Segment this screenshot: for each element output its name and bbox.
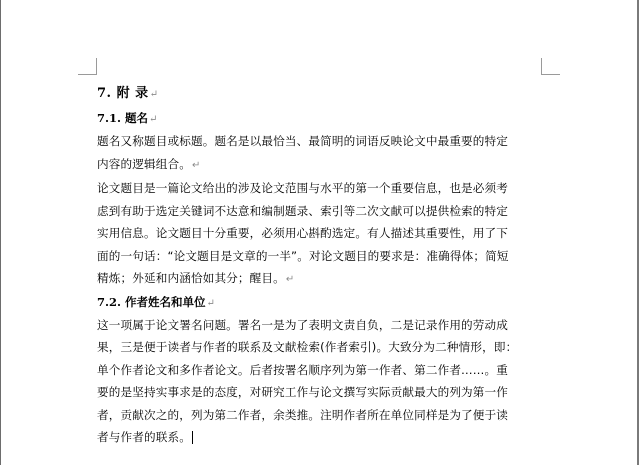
text-line: 者与作者的联系。 [97,430,191,444]
window-left-edge [0,0,1,465]
text-line: 实用信息。论文题目十分重要，必须用心斟酌选定。有人描述其重要性，用了下 [97,226,509,240]
paragraph [97,177,543,292]
text-line: 这一项属于论文署名问题。署名一是为了表明文责自负，二是记录作用的劳动成 [97,317,509,332]
text-line: 面的一句话：“论文题目是文章的一半”。对论文题目的要求是：准确得体；简短 [97,248,509,263]
paragraph-mark-icon: ↵ [285,274,295,285]
text-line: 精炼；外延和内涵恰如其分；醒目。↵ [97,271,295,285]
paragraph-mark-icon: ↵ [149,114,158,125]
paragraph [97,314,543,449]
text-line: 要的是坚持实事求是的态度，对研究工作与论文撰写实际贡献最大的列为第一作 [97,385,509,399]
text-line: 果，三是便于读者与作者的联系及文献检索(作者索引)。大致分为二种情形，即： [97,340,518,354]
paragraph-mark-icon: ↵ [206,297,215,309]
text-line: 内容的逻辑组合。↵ [97,156,201,171]
crop-mark-top-left [78,58,97,75]
appendix-heading: 7. 附 录↵ [97,86,159,101]
text-cursor [192,431,193,444]
crop-mark-top-right [541,58,560,75]
text-line: 者，贡献次之的，列为第二作者，余类推。注明作者所在单位同样是为了便于读 [97,407,509,422]
section-title-7-1: 7.1. 题名↵ [97,111,158,125]
paragraph-mark-icon: ↵ [191,159,201,171]
document-body[interactable] [97,84,543,449]
text-line: 虑到有助于选定关键词不达意和编制题录、索引等二次文献可以提供检索的特定 [97,203,509,218]
text-line: 单个作者论文和多作者论文。后者按署名顺序列为第一作者、第二作者……。重 [97,362,509,377]
text-line: 论文题目是一篇论文给出的涉及论文范围与水平的第一个重要信息，也是必须考 [97,181,509,195]
paragraph [97,130,543,177]
section-title-7-2: 7.2. 作者姓名和单位↵ [97,294,215,309]
text-line: 题名又称题目或标题。题名是以最恰当、最简明的词语反映论文中最重要的特定 [97,134,509,148]
paragraph-mark-icon: ↵ [149,89,159,100]
